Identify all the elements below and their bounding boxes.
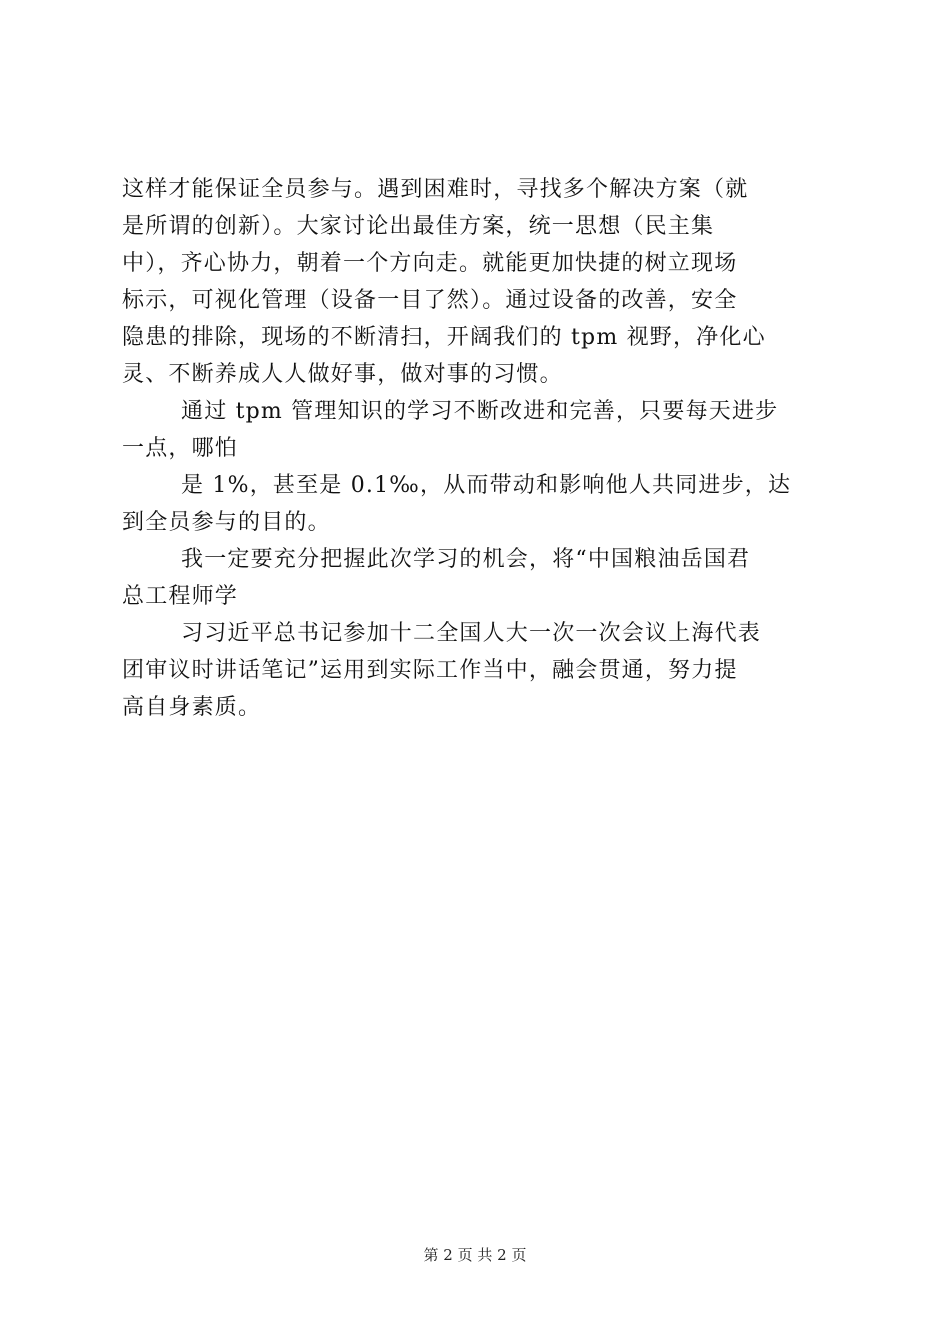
body-text bbox=[122, 171, 834, 726]
page-number: 第 2 页 共 2 页 bbox=[423, 1246, 527, 1264]
text-line: 团审议时讲话笔记”运用到实际工作当中，融会贯通，努力提 bbox=[122, 658, 738, 683]
paragraph-start-line: 习习近平总书记参加十二全国人大一次一次会议上海代表 bbox=[181, 621, 762, 646]
text-line: 隐患的排除，现场的不断清扫，开阔我们的 tpm 视野，净化心 bbox=[122, 325, 766, 350]
paragraph-start-line: 通过 tpm 管理知识的学习不断改进和完善，只要每天进步 bbox=[181, 399, 779, 424]
text-line: 总工程师学 bbox=[122, 584, 239, 609]
paragraph-start-line: 是 1%，甚至是 0.1‰，从而带动和影响他人共同进步，达 bbox=[181, 473, 792, 498]
text-line: 到全员参与的目的。 bbox=[122, 510, 331, 535]
text-line: 这样才能保证全员参与。遇到困难时，寻找多个解决方案（就 bbox=[122, 177, 749, 202]
page-footer bbox=[0, 1245, 950, 1265]
text-line: 灵、不断养成人人做好事，做对事的习惯。 bbox=[122, 362, 563, 387]
text-line: 高自身素质。 bbox=[122, 695, 262, 720]
text-line: 标示，可视化管理（设备一目了然）。通过设备的改善，安全 bbox=[122, 288, 738, 313]
text-line: 一点，哪怕 bbox=[122, 436, 239, 461]
text-line: 是所谓的创新）。大家讨论出最佳方案，统一思想（民主集 bbox=[122, 214, 715, 239]
paragraph-start-line: 我一定要充分把握此次学习的机会，将“中国粮油岳国君 bbox=[181, 547, 751, 572]
text-line: 中），齐心协力，朝着一个方向走。就能更加快捷的树立现场 bbox=[122, 251, 738, 276]
